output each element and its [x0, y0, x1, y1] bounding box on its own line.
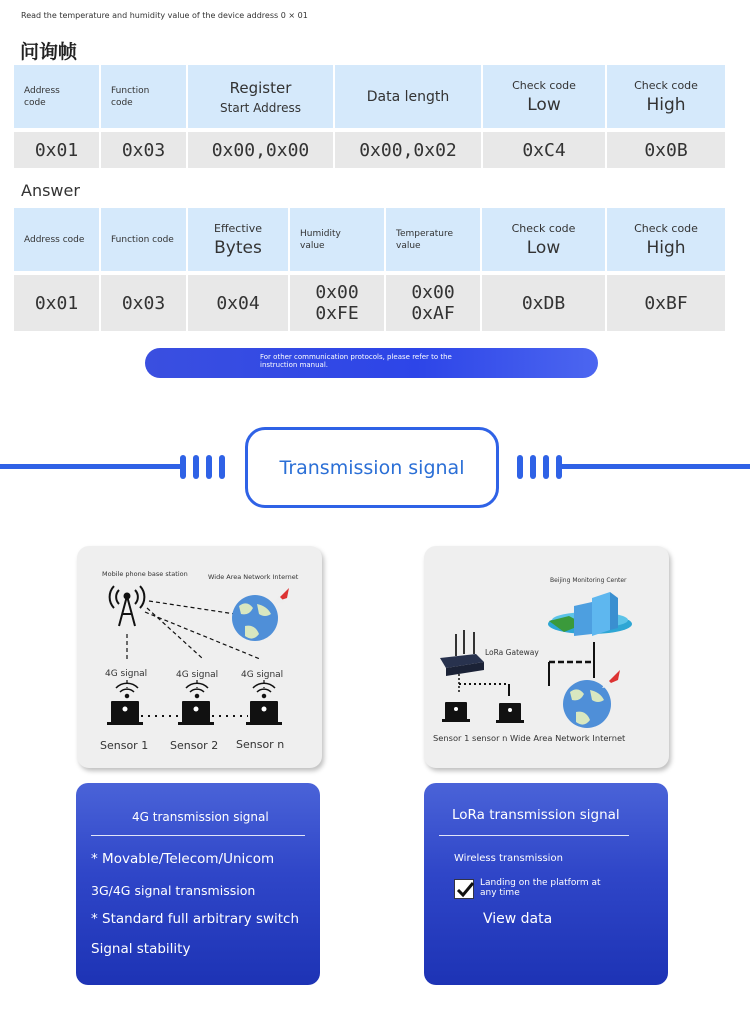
- wifi-icon: [116, 683, 275, 697]
- answer-value-humidity: 0x00 0xFE: [290, 275, 384, 331]
- query-header-function: Function code: [101, 65, 186, 128]
- answer-value-function: 0x03: [101, 275, 186, 331]
- query-value-function: 0x03: [101, 132, 186, 168]
- building-icon: [548, 592, 632, 636]
- divider: [91, 835, 305, 836]
- section-bar: [180, 455, 186, 479]
- intro-text: Read the temperature and humidity value of the device address 0 × 01: [21, 11, 308, 20]
- section-bar: [517, 455, 523, 479]
- query-value-register: 0x00,0x00: [188, 132, 333, 168]
- query-header-row: [14, 65, 727, 128]
- protocol-note-banner: [145, 348, 598, 378]
- info-lora-item: Wireless transmission: [454, 853, 563, 864]
- info-card-4g: [76, 783, 320, 985]
- answer-header-address: Address code: [14, 208, 99, 271]
- query-value-row: [14, 132, 727, 168]
- answer-header-row: [14, 208, 727, 271]
- answer-value-address: 0x01: [14, 275, 99, 331]
- section-bar: [530, 455, 536, 479]
- query-value-data-length: 0x00,0x02: [335, 132, 481, 168]
- signal-label: 4G signal: [176, 670, 219, 680]
- diagram-4g: [77, 546, 322, 768]
- divider: [439, 835, 629, 836]
- info-4g-item: * Movable/Telecom/Unicom: [91, 851, 275, 867]
- answer-header-check-high: Check code High: [607, 208, 725, 271]
- answer-value-check-high: 0xBF: [607, 275, 725, 331]
- monitoring-center-label: Beijing Monitoring Center: [550, 577, 627, 584]
- answer-value-bytes: 0x04: [188, 275, 288, 331]
- section-bar: [219, 455, 225, 479]
- info-4g-item: * Standard full arbitrary switch: [91, 911, 300, 927]
- answer-header-bytes: Effective Bytes: [188, 208, 288, 271]
- sensor-label: Sensor 2: [170, 739, 219, 752]
- info-lora-item: Landing on the platform at any time: [480, 878, 601, 898]
- section-title: Transmission signal: [279, 456, 465, 479]
- rocket-icon: [602, 670, 620, 688]
- diagram-4g-card: [77, 546, 322, 768]
- query-header-check-high: Check code High: [607, 65, 725, 128]
- sensor-label: Sensor 1: [100, 739, 149, 752]
- query-value-check-low: 0xC4: [483, 132, 605, 168]
- answer-value-row: [14, 275, 727, 331]
- section-bar: [193, 455, 199, 479]
- info-4g-item: 3G/4G signal transmission: [91, 883, 256, 898]
- rocket-icon: [273, 588, 289, 604]
- answer-value-check-low: 0xDB: [482, 275, 605, 331]
- signal-label: 4G signal: [241, 670, 284, 680]
- sensor-icon: [107, 701, 282, 725]
- cell-tower-icon: [110, 586, 145, 626]
- answer-header-temperature: Temperature value: [386, 208, 480, 271]
- signal-label: 4G signal: [105, 669, 148, 679]
- diagram-lora-card: [424, 546, 669, 768]
- query-header-address: Address code: [14, 65, 99, 128]
- base-station-line: Mobile phone base station: [102, 570, 188, 578]
- answer-label: Answer: [21, 181, 80, 200]
- section-line-right: [562, 464, 750, 469]
- answer-header-humidity: Humidity value: [290, 208, 384, 271]
- base-station-label: [102, 570, 188, 578]
- query-frame-title: 问询帧: [20, 41, 78, 63]
- answer-header-check-low: Check code Low: [482, 208, 605, 271]
- sensor-icon: [442, 702, 524, 723]
- info-4g-item: Signal stability: [91, 941, 191, 957]
- router-icon: [440, 630, 484, 676]
- info-card-lora: [424, 783, 668, 985]
- query-header-register: Register Start Address: [188, 65, 333, 128]
- section-line-left: [0, 464, 180, 469]
- wan-label: Wide Area Network Internet: [208, 573, 299, 581]
- query-header-check-low: Check code Low: [483, 65, 605, 128]
- protocol-note-text: For other communication protocols, please refer to the instruction manual.: [260, 353, 452, 369]
- query-value-check-high: 0x0B: [607, 132, 725, 168]
- sensor-label: Sensor n: [236, 738, 285, 751]
- gateway-label: LoRa Gateway: [485, 648, 539, 657]
- info-lora-item: View data: [483, 911, 553, 927]
- section-title-box: [245, 427, 499, 508]
- section-bar: [206, 455, 212, 479]
- diagram-lora: [424, 546, 669, 768]
- info-card-lora-title: LoRa transmission signal: [452, 807, 620, 823]
- globe-icon: [232, 595, 278, 641]
- query-header-data-length: Data length: [335, 65, 481, 128]
- lora-bottom-label: Sensor 1 sensor n Wide Area Network Internet: [433, 733, 626, 743]
- section-bar: [543, 455, 549, 479]
- answer-value-temperature: 0x00 0xAF: [386, 275, 480, 331]
- answer-header-function: Function code: [101, 208, 186, 271]
- info-card-4g-title: 4G transmission signal: [132, 810, 269, 824]
- checkbox-checked-icon: [454, 879, 474, 899]
- query-value-address: 0x01: [14, 132, 99, 168]
